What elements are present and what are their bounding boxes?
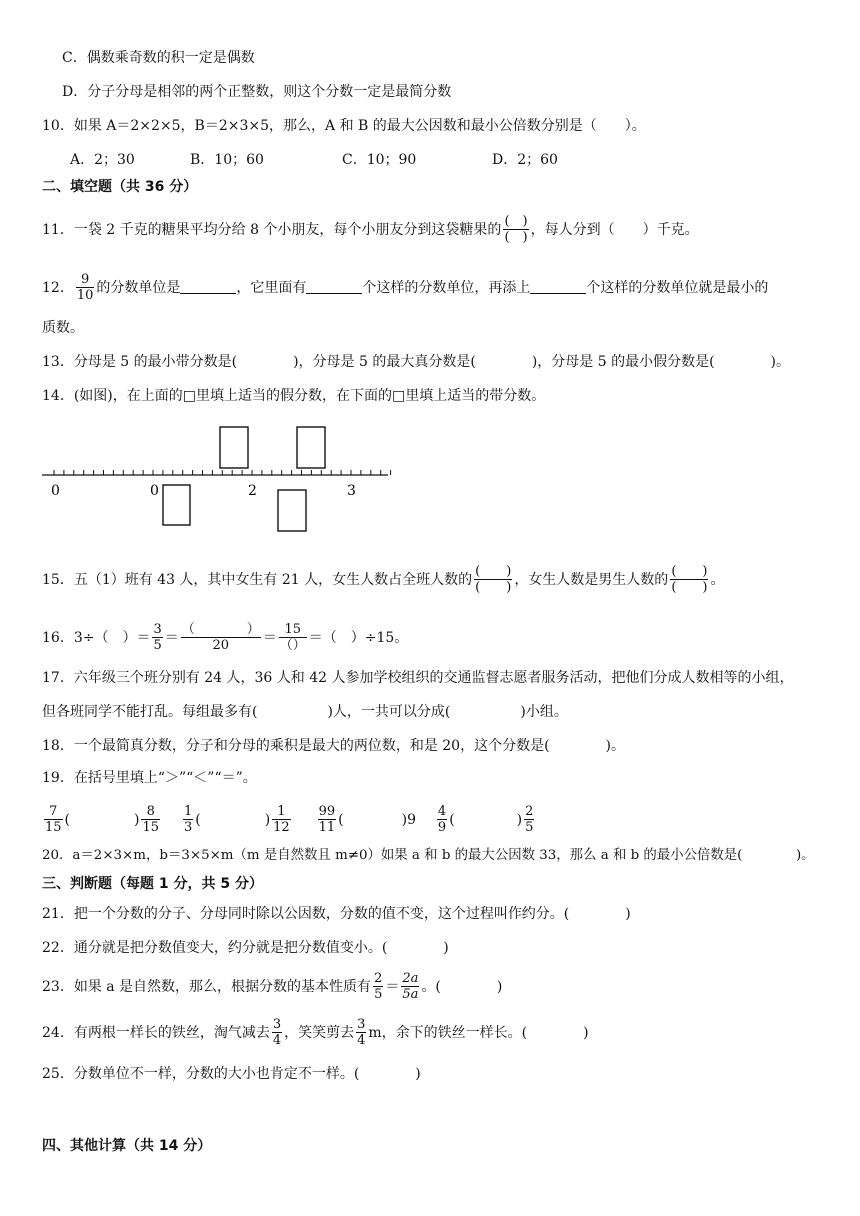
q23-text-1: 23．如果 a 是自然数，那么，根据分数的基本性质有 <box>42 979 372 995</box>
q12-text-3: 个这样的分数单位，再添上 <box>362 280 531 296</box>
q24-text-2: ，笑笑剪去 <box>284 1025 355 1041</box>
q12-blank-1[interactable] <box>180 279 236 294</box>
q12-text-1: 的分数单位是 <box>96 280 181 296</box>
question-12 <box>42 268 768 308</box>
q24-f1-num: 3 <box>272 1017 282 1033</box>
q12-frac-den: 10 <box>76 288 94 303</box>
q19-p1-left <box>44 805 63 834</box>
section-3-title: 三、判断题（每题 1 分，共 5 分） <box>42 876 263 892</box>
q16-text-2: ＝（ ）÷15。 <box>308 630 409 646</box>
q19-p4-left <box>437 805 447 834</box>
q15-text-2: ，女生人数是男生人数的 <box>514 572 669 588</box>
q19-p3-left-num: 99 <box>318 804 336 820</box>
q16-fraction-3 <box>279 623 307 652</box>
q15-fraction-2 <box>670 565 708 594</box>
number-line-ticks <box>54 470 391 475</box>
q16-equals-1: ＝ <box>164 630 179 646</box>
q15-f2-num: ( ) <box>671 564 708 580</box>
question-20: 20．a＝2×3×m，b＝3×5×m（m 是自然数且 m≠0）如果 a 和 b 的最大公因数 33，那么 a 和 b 的最小公倍数是( )。 <box>42 848 815 863</box>
question-10: 10．如果 A＝2×2×5，B＝2×3×5，那么，A 和 B 的最大公因数和最小公倍数分别是（ ）。 <box>42 118 646 134</box>
q19-p4-left-num: 4 <box>437 804 447 820</box>
q23-fraction-1 <box>373 972 383 1001</box>
q10-option-a: A．2；30 <box>70 152 135 168</box>
section-4-title: 四、其他计算（共 14 分） <box>42 1138 212 1154</box>
q15-f1-den: ( ) <box>475 580 512 595</box>
q12-text-4: 个这样的分数单位就是最小的 <box>586 280 769 296</box>
q19-p1-close: ) <box>134 812 140 828</box>
q24-text-1: 24．有两根一样长的铁丝，淘气减去 <box>42 1025 270 1041</box>
question-15 <box>42 560 724 600</box>
q19-p4-right-den: 5 <box>525 820 534 835</box>
q19-p3-close: ) <box>401 812 408 828</box>
q11-fraction <box>503 215 528 244</box>
lower-answer-box-2[interactable] <box>278 490 306 531</box>
q23-f1-num: 2 <box>374 971 383 987</box>
q12-blank-3[interactable] <box>530 279 586 294</box>
q19-p2-left-den: 3 <box>183 820 193 835</box>
question-23 <box>42 966 502 1008</box>
q12-fraction <box>76 273 95 302</box>
label-0-first: 0 <box>51 483 60 499</box>
q23-text-2: 。( ) <box>421 979 503 995</box>
q19-p1-right-den: 15 <box>142 820 160 835</box>
q15-fraction-1 <box>474 565 512 594</box>
question-19: 19．在括号里填上“＞”“＜”“＝”。 <box>42 770 257 786</box>
q16-f2-den: 20 <box>212 638 230 653</box>
q10-option-c: C．10；90 <box>342 152 417 168</box>
q15-f2-den: ( ) <box>671 580 708 595</box>
q9-option-d: D．分子分母是相邻的两个正整数，则这个分数一定是最简分数 <box>62 84 452 100</box>
section-2-title: 二、填空题（共 36 分） <box>42 179 198 195</box>
q16-f3-den: （） <box>279 638 306 653</box>
q23-fraction-2 <box>401 972 419 1001</box>
q11-frac-num: ( ) <box>504 214 528 230</box>
label-2: 2 <box>248 483 257 499</box>
question-18: 18．一个最简真分数，分子和分母的乘积是最大的两位数，和是 20，这个分数是( )。 <box>42 738 626 754</box>
q11-text-1: 11．一袋 2 千克的糖果平均分给 8 个小朋友，每个小朋友分到这袋糖果的 <box>42 222 502 238</box>
q12-blank-2[interactable] <box>306 279 362 294</box>
q10-option-b: B．10；60 <box>190 152 264 168</box>
q19-p2-left <box>183 805 193 834</box>
q15-f1-num: ( ) <box>475 564 512 580</box>
q10-option-d: D．2；60 <box>492 152 558 168</box>
question-17-line-2: 但各班同学不能打乱。每组最多有( )人，一共可以分成( )小组。 <box>42 704 568 720</box>
question-21: 21．把一个分数的分子、分母同时除以公因数，分数的值不变，这个过程叫作约分。( ) <box>42 906 631 922</box>
lower-answer-box-1[interactable] <box>163 485 190 525</box>
q24-f2-den: 4 <box>357 1033 366 1048</box>
q19-p2-close: ) <box>264 812 271 828</box>
q19-p2-right-den: 12 <box>273 820 290 835</box>
q12-text-2: ，它里面有 <box>236 280 307 296</box>
q19-p1-right-num: 8 <box>141 805 160 820</box>
q19-p2-right <box>272 805 291 834</box>
q24-f2-num: 3 <box>357 1017 366 1033</box>
question-11 <box>42 210 699 250</box>
q16-f3-num: 15 <box>279 623 307 638</box>
q24-fraction-1 <box>272 1018 282 1047</box>
q19-p3-left <box>318 805 337 834</box>
q23-f2-den: 5a <box>402 987 419 1002</box>
q23-f2-num: 2a <box>402 971 419 987</box>
q19-p3-open: ( <box>338 812 344 828</box>
q24-text-3: m，余下的铁丝一样长。( ) <box>368 1025 589 1041</box>
q19-p3-right: 9 <box>407 812 417 828</box>
number-line-figure <box>38 420 398 540</box>
q16-fraction-1 <box>152 623 162 652</box>
q9-option-c: C．偶数乘奇数的积一定是偶数 <box>62 50 255 66</box>
q19-p1-left-num: 7 <box>44 805 63 820</box>
q19-p4-open: ( <box>449 812 455 828</box>
question-22: 22．通分就是把分数值变大，约分就是把分数值变小。( ) <box>42 940 449 956</box>
q19-p2-left-num: 1 <box>183 804 193 820</box>
q19-p2-open: ( <box>195 812 201 828</box>
q12-number: 12． <box>42 280 74 296</box>
label-3: 3 <box>347 483 356 499</box>
q24-f1-den: 4 <box>272 1033 282 1048</box>
q19-p4-left-den: 9 <box>437 820 447 835</box>
q15-text-1: 15．五（1）班有 43 人，其中女生有 21 人，女生人数占全班人数的 <box>42 572 473 588</box>
q24-fraction-2 <box>356 1018 366 1047</box>
q19-p4-right-num: 2 <box>525 804 534 820</box>
q19-p4-right <box>524 805 534 834</box>
q19-p1-left-den: 15 <box>45 820 62 835</box>
q11-text-2: ，每人分到（ ）千克。 <box>530 222 699 238</box>
q16-f2-num: （ ） <box>181 622 260 638</box>
q19-comparisons <box>42 798 536 842</box>
upper-answer-box-2[interactable] <box>297 427 325 468</box>
q19-p3-left-den: 11 <box>318 820 336 835</box>
question-24 <box>42 1012 589 1054</box>
upper-answer-box-1[interactable] <box>220 427 248 468</box>
q16-text-1: 16．3÷（ ）＝ <box>42 630 151 646</box>
q16-f1-num: 3 <box>153 622 162 638</box>
q19-p1-open: ( <box>64 812 71 828</box>
question-13: 13．分母是 5 的最小带分数是( )，分母是 5 的最大真分数是( )，分母是 5 的最小假分数是( )。 <box>42 354 791 370</box>
question-16 <box>42 618 408 658</box>
q16-f1-den: 5 <box>153 638 162 653</box>
q19-p4-close: ) <box>516 812 523 828</box>
q19-p1-right <box>141 805 160 834</box>
q19-p2-right-num: 1 <box>272 805 291 820</box>
question-17-line-1: 17．六年级三个班分别有 24 人，36 人和 42 人参加学校组织的交通监督志愿者服务活动，把他们分成人数相等的小组， <box>42 670 794 686</box>
q12-line-2: 质数。 <box>42 320 84 336</box>
question-25: 25．分数单位不一样，分数的大小也肯定不一样。( ) <box>42 1066 421 1082</box>
q16-equals-2: ＝ <box>262 630 277 646</box>
label-0-second: 0 <box>150 483 159 499</box>
q16-fraction-2 <box>181 623 261 652</box>
q15-text-3: 。 <box>710 572 725 588</box>
q23-f1-den: 5 <box>374 987 383 1002</box>
q11-frac-den: ( ) <box>504 230 528 245</box>
question-14: 14．(如图)，在上面的□里填上适当的假分数，在下面的□里填上适当的带分数。 <box>42 388 546 404</box>
q12-frac-num: 9 <box>76 273 95 288</box>
q23-equals: ＝ <box>385 979 400 995</box>
